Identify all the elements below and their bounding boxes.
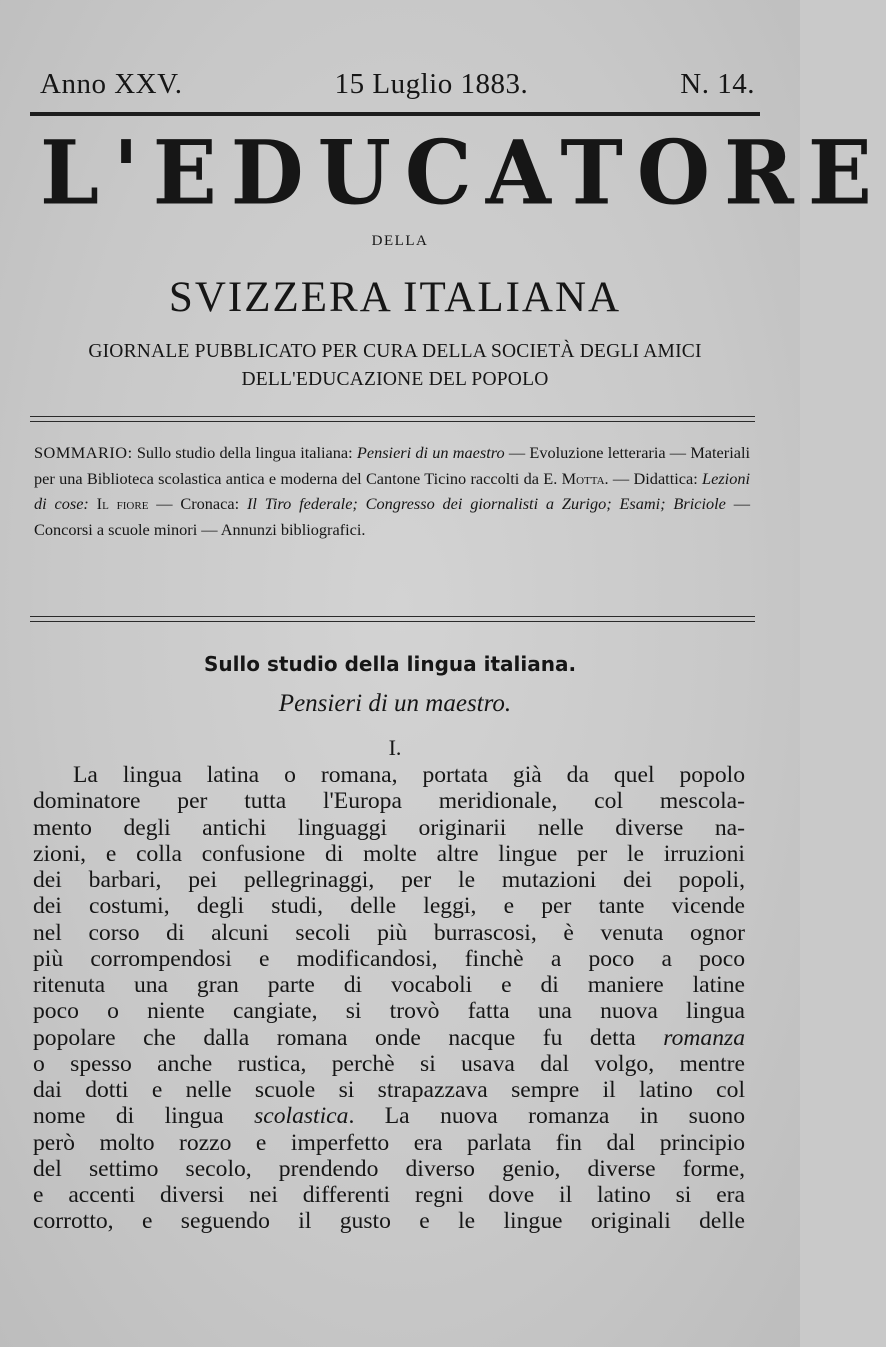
issue-header [40, 68, 755, 101]
sommario-top-rule-1 [30, 416, 755, 417]
sommario-segment: Pensieri di un maestro [356, 443, 505, 462]
article-line: corrotto, e seguendo il gusto e le lingue originali delle [33, 1208, 745, 1235]
sommario-bottom-rule-2 [30, 621, 755, 622]
sommario-segment: . — Didattica: [604, 468, 703, 488]
article-line: dei costumi, degli studi, delle leggi, e per tante vicende [33, 893, 745, 920]
article-title: Sullo studio della lingua italiana. [203, 652, 577, 676]
sommario-segment: Sullo studio della lingua italiana: [132, 443, 357, 462]
article-line: ritenuta una gran parte di vocaboli e di maniere latine [33, 972, 745, 998]
issue-number: N. 14. [680, 68, 755, 100]
sommario-segment: Lezioni di cose: [34, 468, 750, 513]
sommario-top-rule-2 [30, 421, 755, 422]
article-subtitle: Pensieri di un maestro. [278, 690, 512, 717]
article-line: poco o niente cangiate, si trovò fatta una nuova lingua [33, 998, 745, 1025]
sommario-segment: Il Tiro federale; Congresso dei giornalisti a Zurigo; Esami; Briciole [246, 494, 726, 513]
article-body [33, 762, 745, 1235]
article-line: nel corso di alcuni secoli più burrascosi, è venuta ognor [33, 919, 745, 946]
sommario-segment: — Evoluzione letteraria — Materiali per una Biblioteca scolastica antica e moderna del Cantone Ticino raccolti da E. [34, 443, 750, 488]
article-line: o spesso anche rustica, perchè si usava dal volgo, mentre [33, 1050, 745, 1077]
masthead-subtitle: SVIZZERA ITALIANA [168, 274, 622, 321]
sommario-label: SOMMARIO: [34, 443, 133, 462]
article-line: e accenti diversi nei differenti regni dove il latino si era [33, 1182, 745, 1208]
masthead-title: L'EDUCATORE [40, 120, 886, 225]
sommario-segment: Motta [561, 468, 605, 488]
masthead-description-line1: GIORNALE PUBBLICATO PER CURA DELLA SOCIETÀ DEGLI AMICI [88, 341, 702, 362]
sommario-segment: — Concorsi a scuole minori — Annunzi bibliografici. [34, 494, 750, 539]
issue-year: Anno XXV. [40, 68, 183, 100]
sommario-segment [89, 494, 97, 513]
article-line: popolare che dalla romana onde nacque fu detta romanza [33, 1024, 745, 1051]
sommario-segment: — Cronaca: [148, 494, 247, 513]
masthead-della: DELLA [371, 233, 429, 249]
sommario-bottom-rule-1 [30, 616, 755, 617]
article-line: mento degli antichi linguaggi originarii nelle diverse na- [33, 814, 745, 841]
issue-date: 15 Luglio 1883. [334, 68, 529, 100]
article-line: dai dotti e nelle scuole si strapazzava sempre il latino col [33, 1077, 745, 1103]
article-line: dei barbari, pei pellegrinaggi, per le mutazioni dei popoli, [33, 867, 745, 893]
masthead-description [30, 338, 760, 394]
header-rule [30, 112, 760, 116]
article-line: zioni, e colla confusione di molte altre lingue per le irruzioni [33, 840, 745, 867]
sommario [34, 440, 750, 542]
article-line: del settimo secolo, prendendo diverso genio, diverse forme, [33, 1155, 745, 1182]
sommario-segment: Il fiore [96, 494, 149, 513]
sommario-body [34, 443, 750, 539]
article-line: La lingua latina o romana, portata già da quel popolo [73, 762, 745, 788]
article-line: però molto rozzo e imperfetto era parlata fin dal principio [33, 1129, 745, 1156]
article-section-number: I. [388, 735, 402, 760]
masthead-description-line2: DELL'EDUCAZIONE DEL POPOLO [241, 369, 549, 390]
article-line: dominatore per tutta l'Europa meridionale, col mescola- [33, 788, 745, 815]
article-line: nome di lingua scolastica. La nuova romanza in suono [33, 1103, 745, 1130]
article-line: più corrompendosi e modificandosi, finchè a poco a poco [33, 945, 745, 972]
